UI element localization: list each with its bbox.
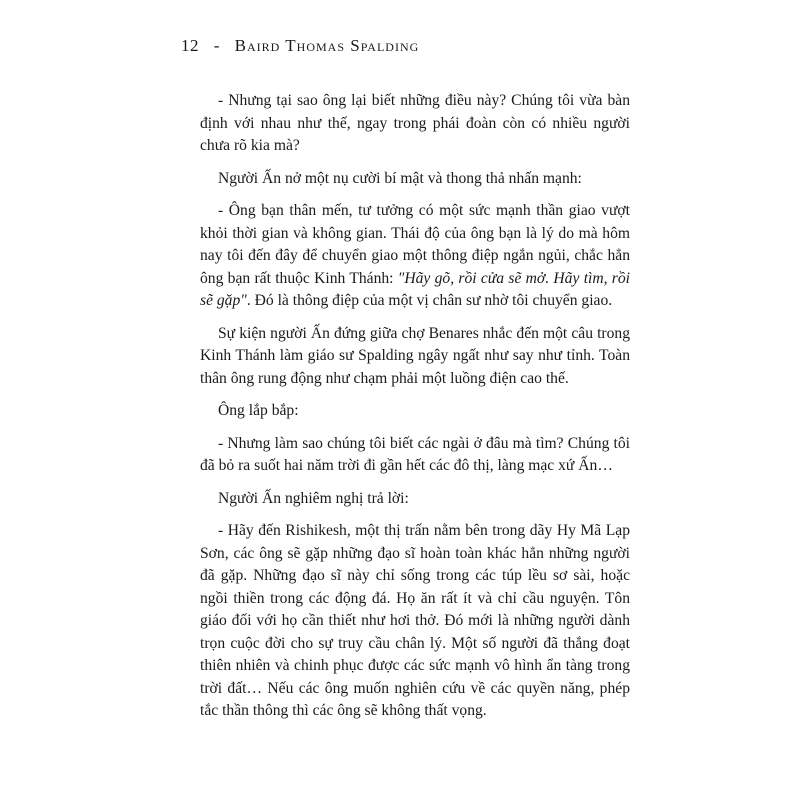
- paragraph-3-after: . Đó là thông điệp của một vị chân sư nhờ tôi chuyển giao.: [246, 292, 613, 309]
- paragraph-4: Sự kiện người Ấn đứng giữa chợ Benares nhắc đến một câu trong Kinh Thánh làm giáo sư Spalding ngây ngất như say như tỉnh. Toàn thân ông rung động như chạm phải một luồng điện cao thế.: [200, 324, 630, 387]
- paragraph-5: Ông lắp bắp:: [218, 402, 299, 419]
- paragraph-8: - Hãy đến Rishikesh, một thị trấn nằm bên trong dãy Hy Mã Lạp Sơn, các ông sẽ gặp những đạo sĩ hoàn toàn khác hẳn những người đã gặp. Những đạo sĩ này chỉ sống trong các túp lều sơ sài, hoặc ngồi thiền trong các động đá. Họ ăn rất ít và chỉ cầu nguyện. Tôn giáo đối với họ cần thiết như hơi thở. Đó mới là những người dành trọn cuộc đời cho sự truy cầu chân lý. Một số người đã thắng đoạt thiên nhiên và chinh phục được các sức mạnh vô hình ẩn tàng trong trời đất… Nếu các ông muốn nghiên cứu về các quyền năng, phép tắc thần thông thì các ông sẽ không thất vọng.: [200, 522, 630, 719]
- paragraph-6: - Nhưng làm sao chúng tôi biết các ngài ở đâu mà tìm? Chúng tôi đã bỏ ra suốt hai năm trời đi gần hết các đô thị, làng mạc xứ Ấn…: [200, 434, 630, 474]
- running-header: [181, 36, 419, 56]
- page-number: 12: [181, 36, 199, 55]
- paragraph-3: [200, 200, 630, 313]
- bible-quote: "Hãy gõ, rồi cửa sẽ mở. Hãy tìm, rồi sẽ gặp": [200, 269, 630, 309]
- header-author: Baird Thomas Spalding: [234, 36, 420, 55]
- paragraph-1: - Nhưng tại sao ông lại biết những điều này? Chúng tôi vừa bàn định với nhau như thế, ngay trong phái đoàn còn có nhiều người chưa rõ kia mà?: [200, 92, 630, 154]
- page-body: [200, 90, 630, 733]
- header-separator: -: [213, 36, 220, 55]
- paragraph-2: Người Ấn nở một nụ cười bí mật và thong thả nhấn mạnh:: [218, 169, 582, 187]
- paragraph-3-before: - Ông bạn thân mến, tư tưởng có một sức mạnh thần giao vượt khỏi thời gian và không gian. Thái độ của ông bạn là lý do mà hôm nay tôi đến đây để chuyển giao một thông điệp ngắn ngủi, chắc hẳn ông bạn rất thuộc Kinh Thánh:: [200, 202, 630, 287]
- paragraph-7: Người Ấn nghiêm nghị trả lời:: [218, 489, 409, 507]
